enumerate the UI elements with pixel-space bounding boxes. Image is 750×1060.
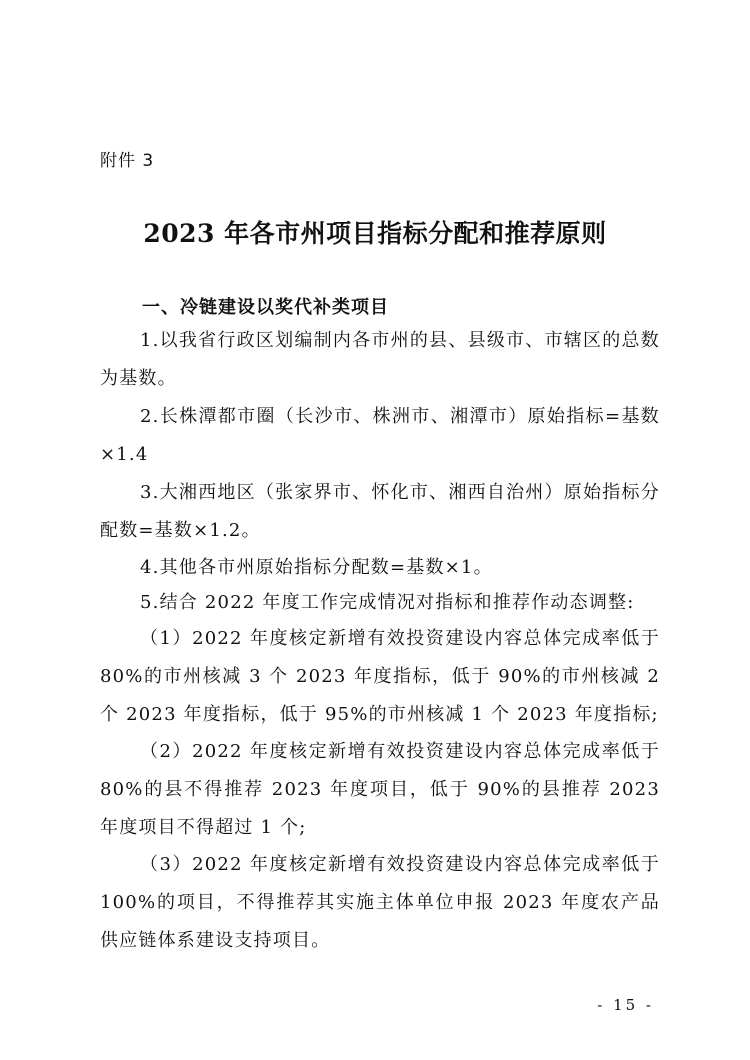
paragraph-1: 1.以我省行政区划编制内各市州的县、县级市、市辖区的总数为基数。 (100, 330, 660, 389)
section-heading: 一、冷链建设以奖代补类项目 (142, 297, 389, 318)
paragraph-5: 5.结合 2022 年度工作完成情况对指标和推荐作动态调整: (140, 592, 635, 613)
attachment-label: 附件 3 (100, 151, 155, 171)
paragraph-sub-2: （2）2022 年度核定新增有效投资建设内容总体完成率低于 80%的县不得推荐 2023 年度项目，低于 90%的县推荐 2023 年度项目不得超过 1 个; (100, 741, 660, 838)
paragraph-3: 3.大湘西地区（张家界市、怀化市、湘西自治州）原始指标分配数=基数×1.2。 (100, 482, 660, 541)
paragraph-2: 2.长株潭都市圈（长沙市、株洲市、湘潭市）原始指标=基数×1.4 (100, 406, 660, 465)
document-title: 2023 年各市州项目指标分配和推荐原则 (143, 219, 607, 248)
page-number: - 15 - (597, 996, 654, 1014)
paragraph-4: 4.其他各市州原始指标分配数=基数×1。 (140, 557, 493, 578)
paragraph-sub-1: （1）2022 年度核定新增有效投资建设内容总体完成率低于 80%的市州核减 3 个 2023 年度指标，低于 90%的市州核减 2 个 2023 年度指标，低于 95%的市州核减 1 个 2023 年度指标; (100, 628, 660, 725)
paragraph-sub-3: （3）2022 年度核定新增有效投资建设内容总体完成率低于 100%的项目，不得推荐其实施主体单位申报 2023 年度农产品供应链体系建设支持项目。 (100, 854, 660, 951)
